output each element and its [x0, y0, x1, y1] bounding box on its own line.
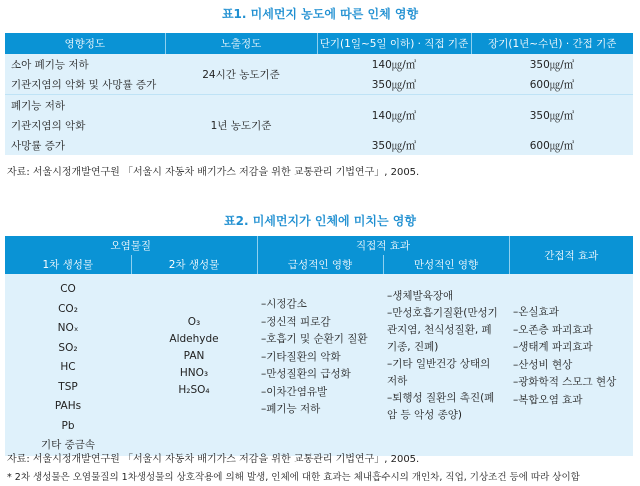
list-item: 암 등 악성 종양)	[387, 409, 462, 421]
table1-effect: 폐기능 저하	[5, 95, 165, 116]
table2-title: 표2. 미세먼지가 인체에 미치는 영향	[224, 214, 416, 228]
acute-list	[257, 296, 383, 419]
table2-note: * 2차 생성물은 오염물질의 1차생성물의 상호작용에 의해 발생, 인체에 대한 효과는 체내흡수시의 개인차, 직업, 기상조건 등에 따라 상이함	[7, 472, 580, 483]
list-item: –산성비 현상	[513, 358, 573, 371]
list-item: PAN	[183, 350, 205, 362]
list-item: CO	[60, 283, 76, 295]
table1-short: 350㎍/㎥	[317, 135, 471, 155]
list-item: Pb	[61, 419, 75, 432]
table2-header-direct: 직접적 효과	[257, 236, 509, 255]
table1-long: 350㎍/㎥	[471, 54, 633, 74]
list-item: –폐기능 저하	[261, 403, 321, 415]
list-item: PAHs	[54, 400, 82, 412]
list-item: Aldehyde	[169, 333, 219, 345]
list-item: –정신적 피로감	[261, 315, 331, 328]
table2	[5, 236, 633, 456]
table2-secondary-cell	[131, 274, 257, 456]
table1-effect: 사망률 증가	[5, 135, 165, 155]
table1-title: 표1. 미세먼지 농도에 따른 인체 영향	[221, 7, 419, 21]
list-item: H₂SO₄	[178, 384, 210, 396]
table2-acute-cell	[257, 274, 383, 456]
table1-short: 350㎍/㎥	[317, 74, 471, 95]
list-item: 저하	[387, 375, 408, 387]
list-item: –기타 일반건강 상태의	[387, 358, 491, 370]
table1	[5, 33, 633, 155]
table1-header-short: 단기(1일~5일 이하) · 직접 기준	[317, 33, 471, 54]
list-item: O₃	[187, 316, 201, 328]
chronic-list	[383, 288, 509, 424]
list-item: TSP	[58, 380, 78, 393]
table1-long: 600㎍/㎥	[471, 135, 633, 155]
table1-long: 350㎍/㎥	[471, 95, 633, 136]
table2-primary-cell	[5, 274, 131, 456]
table1-long: 600㎍/㎥	[471, 74, 633, 95]
table2-header-pollutant: 오염물질	[5, 236, 257, 255]
list-item: –생체발육장애	[387, 290, 454, 302]
table2-body-row	[5, 274, 633, 456]
table2-header-top	[5, 236, 633, 255]
table1-exposure: 1년 농도기준	[165, 95, 317, 156]
list-item: –호흡기 및 순환기 질환	[261, 333, 368, 345]
list-item: –온실효과	[513, 306, 559, 318]
table2-chronic-cell	[383, 274, 509, 456]
list-item: –생태계 파괴효과	[513, 341, 593, 353]
table1-header-long: 장기(1년~수년) · 간접 기준	[471, 33, 633, 54]
table2-header-chronic: 만성적인 영향	[383, 255, 509, 274]
list-item: SO₂	[58, 341, 78, 354]
secondary-list	[131, 314, 257, 399]
primary-list	[5, 280, 131, 456]
list-item: –퇴행성 질환의 촉진(폐	[387, 392, 495, 404]
table-row	[5, 95, 633, 116]
list-item: 기종, 진폐)	[387, 341, 439, 353]
table1-header-row	[5, 33, 633, 54]
table2-header-secondary: 2차 생성물	[131, 255, 257, 274]
table-row	[5, 54, 633, 74]
table1-header-exposure: 노출정도	[165, 33, 317, 54]
table1-short: 140㎍/㎥	[317, 54, 471, 74]
table1-short: 140㎍/㎥	[317, 95, 471, 136]
list-item: –광화학적 스모그 현상	[513, 376, 617, 388]
table1-header-effect: 영향정도	[5, 33, 165, 54]
list-item: HC	[60, 361, 76, 373]
list-item: 관지염, 천식성질환, 폐	[387, 324, 492, 336]
indirect-list	[509, 304, 633, 409]
list-item: –이차간염유발	[261, 385, 328, 398]
list-item: –기타질환의 악화	[261, 350, 341, 363]
list-item: HNO₃	[179, 367, 209, 379]
table2-header-acute: 급성적인 영향	[257, 255, 383, 274]
list-item: –오존층 파괴효과	[513, 323, 593, 336]
table-row	[5, 135, 633, 155]
table1-effect: 기관지염의 악화	[5, 115, 165, 135]
list-item: –만성질환의 급성화	[261, 368, 351, 380]
table1-effect: 기관지염의 악화 및 사망률 증가	[5, 74, 165, 95]
table2-source: 자료: 서울시정개발연구원 「서울시 자동차 배기가스 저감을 위한 교통관리 기법연구」, 2005.	[7, 454, 420, 465]
table1-source: 자료: 서울시정개발연구원 「서울시 자동차 배기가스 저감을 위한 교통관리 기법연구」, 2005.	[7, 167, 420, 178]
table2-header-primary: 1차 생성물	[5, 255, 131, 274]
list-item: –복합오염 효과	[513, 393, 583, 406]
table1-effect: 소아 폐기능 저하	[5, 54, 165, 74]
list-item: CO₂	[58, 302, 78, 315]
list-item: 기타 중금속	[40, 439, 96, 451]
table-row	[5, 74, 633, 95]
table1-exposure: 24시간 농도기준	[165, 54, 317, 95]
table2-indirect-cell	[509, 274, 633, 456]
list-item: –시정감소	[261, 298, 307, 310]
list-item: –만성호흡기질환(만성기	[387, 307, 498, 319]
table2-header-indirect: 간접적 효과	[509, 236, 633, 274]
list-item: NOₓ	[57, 322, 79, 334]
